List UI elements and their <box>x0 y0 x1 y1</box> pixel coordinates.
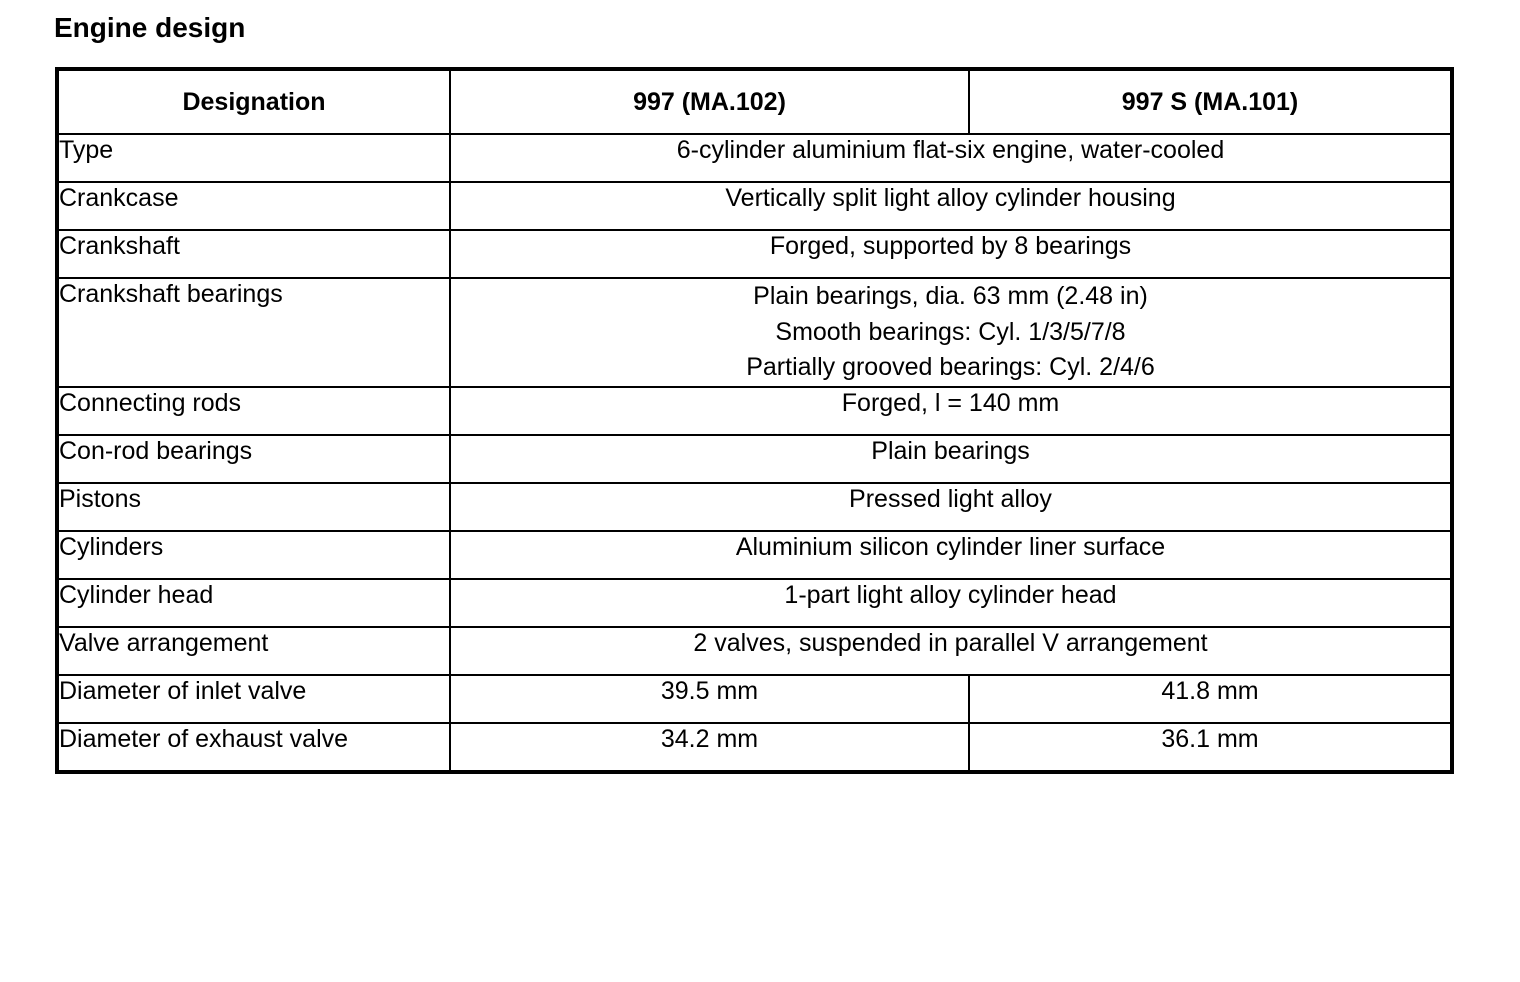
row-value-997: 34.2 mm <box>450 723 969 772</box>
table-row <box>57 182 1452 230</box>
row-label: Connecting rods <box>57 387 450 435</box>
row-label: Con-rod bearings <box>57 435 450 483</box>
row-label: Crankshaft <box>57 230 450 278</box>
row-label: Pistons <box>57 483 450 531</box>
header-997: 997 (MA.102) <box>450 69 969 134</box>
header-997s: 997 S (MA.101) <box>969 69 1452 134</box>
row-value: 1-part light alloy cylinder head <box>450 579 1452 627</box>
page-title: Engine design <box>54 12 246 43</box>
table-row <box>57 723 1452 772</box>
row-label: Type <box>57 134 450 182</box>
row-value-line: Plain bearings, dia. 63 mm (2.48 in) <box>753 282 1148 310</box>
table-row <box>57 230 1452 278</box>
row-label: Crankshaft bearings <box>57 278 450 387</box>
table-row <box>57 579 1452 627</box>
row-value: 2 valves, suspended in parallel V arrangement <box>450 627 1452 675</box>
table-row <box>57 483 1452 531</box>
row-value: Plain bearings <box>450 435 1452 483</box>
row-value-line: Partially grooved bearings: Cyl. 2/4/6 <box>746 353 1155 381</box>
row-label: Diameter of exhaust valve <box>57 723 450 772</box>
table-row <box>57 134 1452 182</box>
table-row <box>57 278 1452 387</box>
table-row <box>57 435 1452 483</box>
row-value-multiline <box>450 278 1452 387</box>
row-value: Pressed light alloy <box>450 483 1452 531</box>
row-label: Crankcase <box>57 182 450 230</box>
row-value: Vertically split light alloy cylinder housing <box>450 182 1452 230</box>
table-row <box>57 627 1452 675</box>
row-value: Forged, l = 140 mm <box>450 387 1452 435</box>
row-value-997: 39.5 mm <box>450 675 969 723</box>
row-value: Aluminium silicon cylinder liner surface <box>450 531 1452 579</box>
row-label: Cylinder head <box>57 579 450 627</box>
table-row <box>57 675 1452 723</box>
engine-design-table <box>55 67 1454 774</box>
row-value-997s: 41.8 mm <box>969 675 1452 723</box>
row-label: Cylinders <box>57 531 450 579</box>
table-row <box>57 531 1452 579</box>
row-value: 6-cylinder aluminium flat-six engine, water-cooled <box>450 134 1452 182</box>
table-header-row <box>57 69 1452 134</box>
row-value-line: Smooth bearings: Cyl. 1/3/5/7/8 <box>775 317 1126 346</box>
table-row <box>57 387 1452 435</box>
row-label: Valve arrangement <box>57 627 450 675</box>
row-value-997s: 36.1 mm <box>969 723 1452 772</box>
row-label: Diameter of inlet valve <box>57 675 450 723</box>
row-value: Forged, supported by 8 bearings <box>450 230 1452 278</box>
header-designation: Designation <box>57 69 450 134</box>
